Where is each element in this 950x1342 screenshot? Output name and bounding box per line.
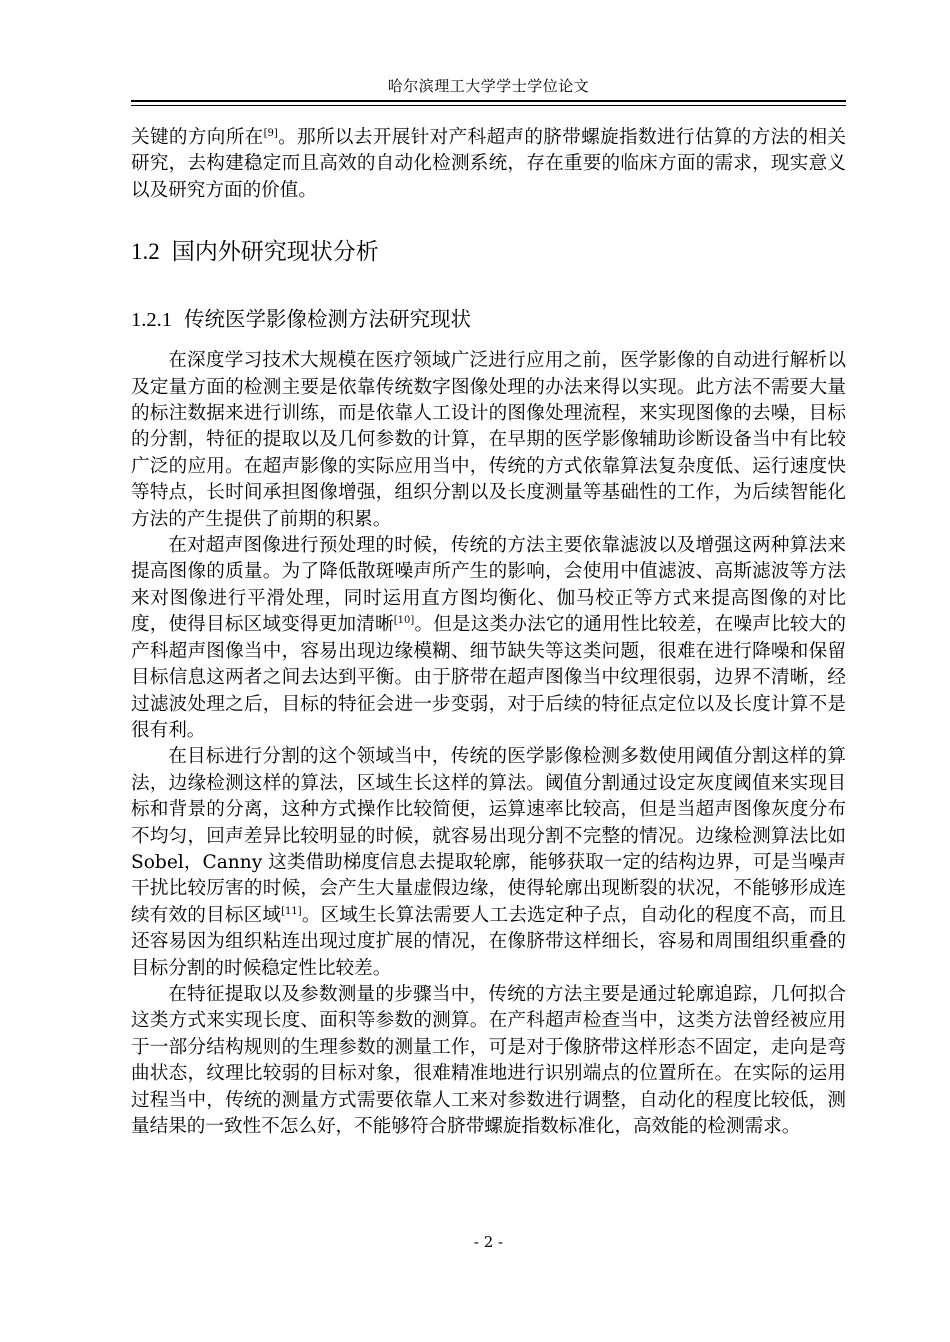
paragraph-continuation <box>131 125 846 204</box>
page-number: - 2 - <box>473 1233 504 1251</box>
citation-ref: [9] <box>263 128 278 139</box>
section-number: 1.2 <box>131 239 160 265</box>
citation-ref: [11] <box>281 905 302 917</box>
paragraph-text: 在对超声图像进行预处理的时候，传统的方法主要依靠滤波以及增强这两种算法来提高图像的质量。为了降低散斑噪声所产生的影响，会使用中值滤波、高斯滤波等方法来对图像进行平滑处理，同时运用直方图均衡化、伽马校正等方式来提高图像的对比度，使得目标区域变得更加清晰 <box>131 535 846 636</box>
paragraph-text: 。那所以去开展针对产科超声的脐带螺旋指数进行估算的方法的相关研究，去构建稳定而且高效的自动化检测系统，存在重要的临床方面的需求，现实意义以及研究方面的价值。 <box>131 127 846 201</box>
section-heading <box>131 237 846 267</box>
paragraph-text: 在目标进行分割的这个领域当中，传统的医学影像检测多数使用阈值分割这样的算法，边缘检测这样的算法，区域生长这样的算法。阈值分割通过设定灰度阈值来实现目标和背景的分离，这种方式操作比较简便，运算速率比较高，但是当超声图像灰度分布不均匀，回声差异比较明显的时候，就容易出现分割不完整的情况。边缘检测算法比如 Sobel，Canny 这类借助梯度信息去提取轮廓，能够获取一定的结构边界，可是当噪声干扰比较厉害的时候，会产生大量虚假边缘，使得轮廓出现断裂的状况，不能够形成连续有效的目标区域 <box>131 746 846 926</box>
paragraph: 在深度学习技术大规模在医疗领域广泛进行应用之前，医学影像的自动进行解析以及定量方面的检测主要是依靠传统数字图像处理的办法来得以实现。此方法不需要大量的标注数据来进行训练，而是依靠人工设计的图像处理流程，来实现图像的去噪，目标的分割，特征的提取以及几何参数的计算，在早期的医学影像辅助诊断设备当中有比较广泛的应用。在超声影像的实际应用当中，传统的方式依靠算法复杂度低、运行速度快等特点，长时间承担图像增强，组织分割以及长度测量等基础性的工作，为后续智能化方法的产生提供了前期的积累。 <box>131 350 846 530</box>
citation-ref: [10] <box>393 615 415 627</box>
running-header: 哈尔滨理工大学学士学位论文 <box>387 77 590 95</box>
subsection-number: 1.2.1 <box>131 309 172 332</box>
paragraph-text: 关键的方向所在 <box>131 127 264 148</box>
paragraph: 在特征提取以及参数测量的步骤当中，传统的方法主要是通过轮廓追踪，几何拟合这类方式来实现长度、面积等参数的测算。在产科超声检查当中，这类方法曾经被应用于一部分结构规则的生理参数的测量工作，可是对于像脐带这样形态不固定，走向是弯曲状态，纹理比较弱的目标对象，很难精准地进行识别端点的位置所在。在实际的运用过程当中，传统的测量方式需要依靠人工来对参数进行调整，自动化的程度比较低，测量结果的一致性不怎么好，不能够符合脐带螺旋指数标准化，高效能的检测需求。 <box>131 983 846 1137</box>
header-rule <box>131 100 846 102</box>
header-rule-thin <box>131 105 846 106</box>
paragraph <box>131 533 846 744</box>
paragraph-text: 。但是这类办法它的通用性比较差，在噪声比较大的产科超声图像当中，容易出现边缘模糊、细节缺失等这类问题，很难在进行降噪和保留目标信息这两者之间去达到平衡。由于脐带在超声图像当中纹理很弱，边界不清晰，经过滤波处理之后，目标的特征会进一步变弱，对于后续的特征点定位以及长度计算不是很有利。 <box>131 614 846 741</box>
paragraph-text: 。区域生长算法需要人工去选定种子点，自动化的程度不高，而且还容易因为组织粘连出现过度扩展的情况，在像脐带这样细长，容易和周围组织重叠的目标分割的时候稳定性比较差。 <box>131 904 846 979</box>
subsection-title: 传统医学影像检测方法研究现状 <box>184 307 471 332</box>
paragraph <box>131 744 846 982</box>
section-title: 国内外研究现状分析 <box>171 239 379 266</box>
subsection-heading <box>131 305 846 334</box>
body-content <box>131 125 846 1140</box>
